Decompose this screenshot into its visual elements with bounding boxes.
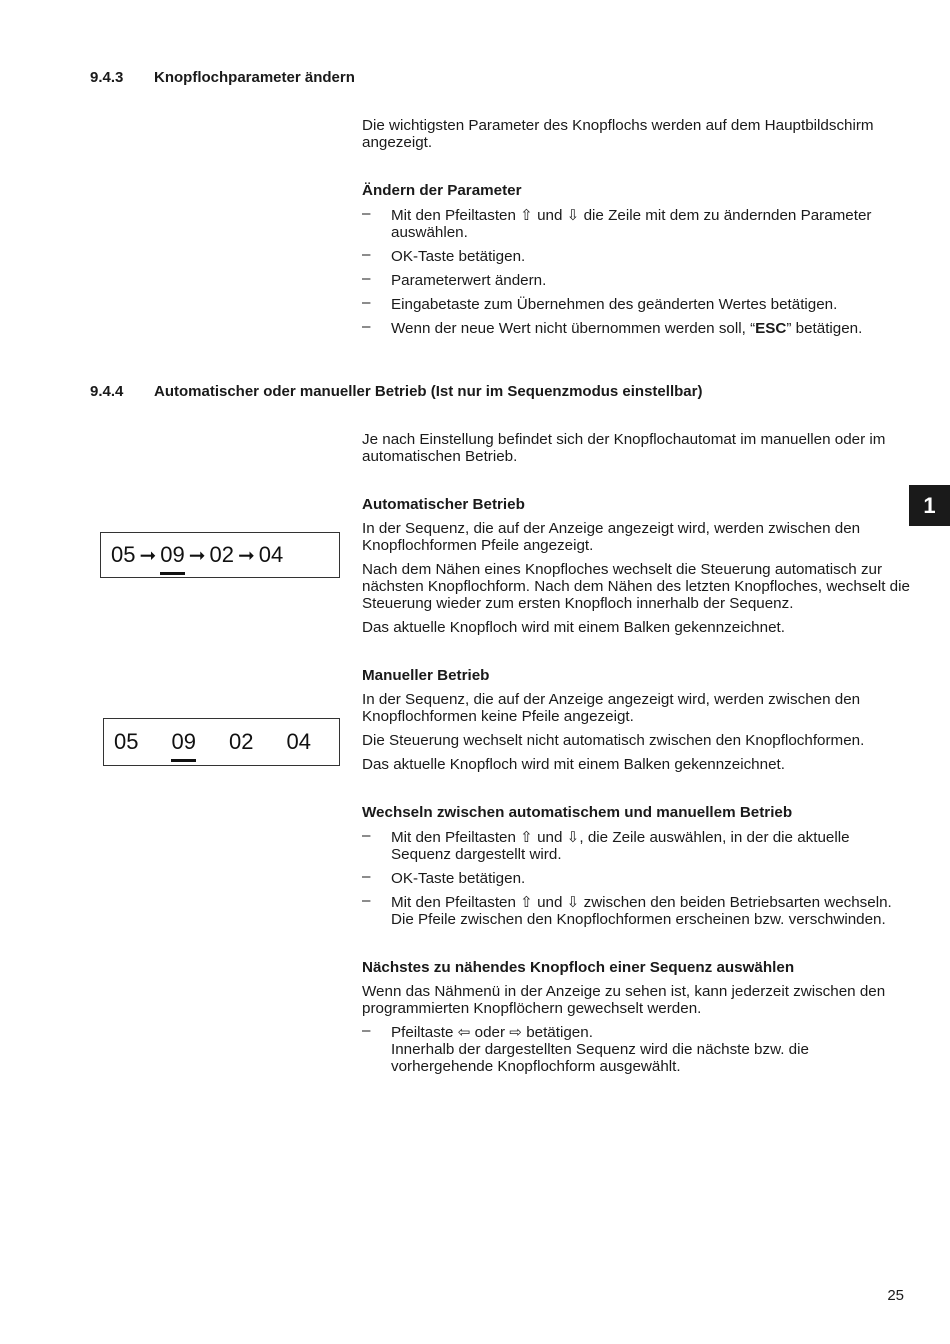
page-number: 25: [887, 1287, 904, 1304]
list-dash: –: [362, 246, 371, 263]
chapter-tab: 1: [909, 485, 950, 526]
subheading-switch-mode: Wechseln zwischen automatischem und manuellem Betrieb: [362, 804, 793, 821]
list-item: – Mit den Pfeiltasten ⇧ und ⇩, die Zeile auswählen, in der die aktuelle Sequenz dargestellt wird.: [362, 827, 850, 863]
paragraph: Das aktuelle Knopfloch wird mit einem Balken gekennzeichnet.: [362, 619, 785, 636]
list-item: – Wenn der neue Wert nicht übernommen werden soll, “ESC” betätigen.: [362, 318, 863, 337]
sequence-arrow: ➞: [139, 544, 157, 567]
sequence-arrow: ➞: [188, 544, 206, 567]
list-dash: –: [362, 205, 371, 222]
paragraph: Wenn das Nähmenü in der Anzeige zu sehen ist, kann jederzeit zwischen den programmierten Knopflöchern gewechselt werden.: [362, 983, 886, 1017]
section-number: 9.4.3: [90, 69, 124, 86]
section-9-4-3-body: [362, 117, 910, 337]
list-dash: –: [362, 827, 371, 844]
paragraph: Die Steuerung wechselt nicht automatisch zwischen den Knopflochformen.: [362, 732, 865, 749]
section-number: 9.4.4: [90, 383, 124, 400]
list-dash: –: [362, 318, 371, 335]
list-dash: –: [362, 892, 371, 909]
sequence-item: 05: [114, 729, 139, 754]
list-dash: –: [362, 270, 371, 287]
paragraph: Nach dem Nähen eines Knopfloches wechselt die Steuerung automatisch zur nächsten Knopflochform. Nach dem Nähen des letzten Knopfloches, wechselt die Steuerung wieder zum ersten Knopfloch innerhalb der Sequenz.: [362, 561, 910, 612]
list-item: – Pfeiltaste ⇦ oder ⇨ betätigen. Innerhalb der dargestellten Sequenz wird die nächste bzw. die vorhergehende Knopflochform ausgewählt.: [362, 1022, 809, 1075]
paragraph: In der Sequenz, die auf der Anzeige angezeigt wird, werden zwischen den Knopflochformen Pfeile angezeigt.: [362, 520, 861, 554]
list-item: – Mit den Pfeiltasten ⇧ und ⇩ zwischen den beiden Betriebsarten wechseln. Die Pfeile zwischen den Knopflochformen erscheinen bzw. verschwinden.: [362, 892, 892, 928]
subheading-automatic-mode: Automatischer Betrieb: [362, 496, 525, 513]
sequence-item: 04: [258, 542, 284, 567]
subheading-change-parameters: Ändern der Parameter: [362, 182, 522, 199]
sequence-item: 05: [111, 542, 136, 567]
list-dash: –: [362, 294, 371, 311]
intro-paragraph: Die wichtigsten Parameter des Knopflochs werden auf dem Hauptbildschirm angezeigt.: [362, 117, 874, 151]
paragraph: In der Sequenz, die auf der Anzeige angezeigt wird, werden zwischen den Knopflochformen keine Pfeile angezeigt.: [362, 691, 861, 725]
list-item: – OK-Taste betätigen.: [362, 868, 526, 887]
sequence-item: 04: [286, 729, 311, 754]
section-title: Automatischer oder manueller Betrieb (Ist nur im Sequenzmodus einstellbar): [154, 383, 703, 400]
subheading-manual-mode: Manueller Betrieb: [362, 667, 490, 684]
list-item: – Mit den Pfeiltasten ⇧ und ⇩ die Zeile mit dem zu ändernden Parameter auswählen.: [362, 205, 872, 241]
list-item: – OK-Taste betätigen.: [362, 246, 526, 265]
sequence-item: 02: [209, 542, 234, 567]
sequence-item-current: 09: [160, 542, 185, 567]
paragraph: Das aktuelle Knopfloch wird mit einem Balken gekennzeichnet.: [362, 756, 785, 773]
list-item: – Parameterwert ändern.: [362, 270, 547, 289]
list-item: – Eingabetaste zum Übernehmen des geänderten Wertes betätigen.: [362, 294, 838, 313]
sequence-arrow: ➞: [237, 544, 255, 567]
display-manual-sequence: [103, 718, 340, 766]
subheading-select-next: Nächstes zu nähendes Knopfloch einer Sequenz auswählen: [362, 959, 795, 976]
sequence-item: 02: [228, 729, 254, 754]
section-9-4-4-body: [362, 431, 910, 1075]
sequence-item-current: 09: [171, 729, 196, 754]
esc-key-label: ESC: [755, 320, 787, 337]
intro-paragraph: Je nach Einstellung befindet sich der Knopflochautomat im manuellen oder im automatischen Betrieb.: [362, 431, 886, 465]
list-dash: –: [362, 868, 371, 885]
display-automatic-sequence: [100, 532, 340, 578]
section-title: Knopflochparameter ändern: [154, 69, 355, 86]
list-dash: –: [362, 1022, 371, 1039]
